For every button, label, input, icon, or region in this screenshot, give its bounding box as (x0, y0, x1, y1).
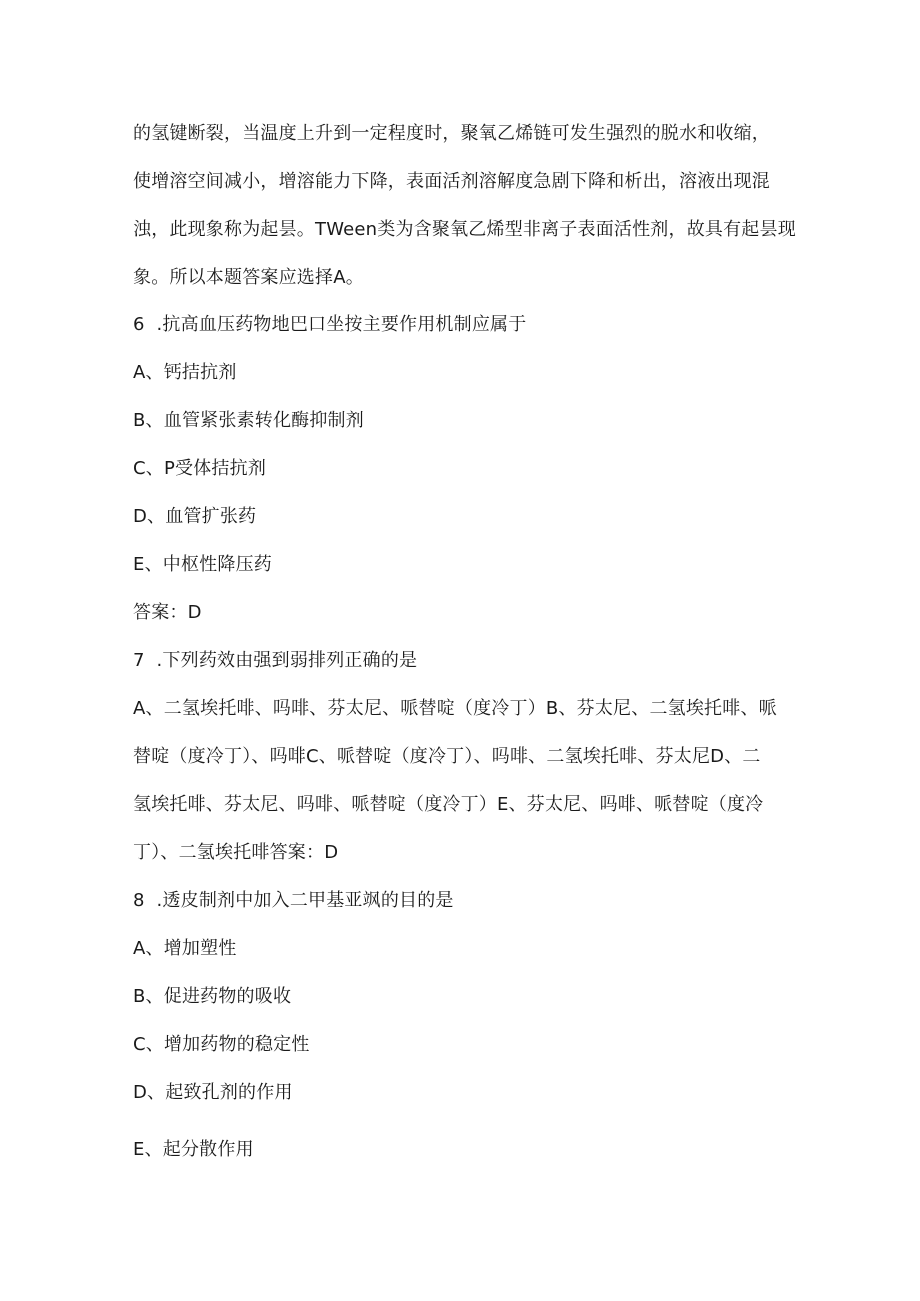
q6-option-b: B、血管紧张素转化酶抑制剂 (133, 410, 364, 431)
q6-option-e: E、中枢性降压药 (133, 554, 272, 575)
q6-option-a: A、钙拮抗剂 (133, 362, 237, 383)
q7-options-line-1: A、二氢埃托啡、吗啡、芬太尼、哌替啶（度冷丁）B、芬太尼、二氢埃托啡、哌 (133, 698, 777, 719)
q7-options-line-2: 替啶（度冷丁）、吗啡C、哌替啶（度冷丁）、吗啡、二氢埃托啡、芬太尼D、二 (133, 746, 761, 767)
paragraph-line-3: 浊，此现象称为起昙。TWeen类为含聚氧乙烯型非离子表面活性剂，故具有起昙现 (133, 219, 796, 240)
q6-option-c: C、P受体拮抗剂 (133, 458, 267, 479)
q7-options-line-3: 氢埃托啡、芬太尼、吗啡、哌替啶（度冷丁）E、芬太尼、吗啡、哌替啶（度冷 (133, 794, 764, 815)
q8-option-d: D、起致孔剂的作用 (133, 1082, 293, 1103)
q8-option-a: A、增加塑性 (133, 938, 237, 959)
question-6: 6 .抗高血压药物地巴口坐按主要作用机制应属于 (133, 314, 527, 335)
question-8: 8 .透皮制剂中加入二甲基亚飒的目的是 (133, 890, 454, 911)
paragraph-line-2: 使增溶空间减小，增溶能力下降，表面活剂溶解度急剧下降和析出，溶液出现混 (133, 171, 770, 192)
q6-answer: 答案：D (133, 602, 202, 623)
q7-options-line-4: 丁）、二氢埃托啡答案：D (133, 842, 339, 863)
paragraph-line-4: 象。所以本题答案应选择A。 (133, 267, 364, 288)
q8-option-b: B、促进药物的吸收 (133, 986, 292, 1007)
q8-option-c: C、增加药物的稳定性 (133, 1034, 310, 1055)
q8-option-e: E、起分散作用 (133, 1139, 254, 1160)
paragraph-line-1: 的氢键断裂，当温度上升到一定程度时，聚氧乙烯链可发生强烈的脱水和收缩， (133, 123, 770, 144)
question-7: 7 .下列药效由强到弱排列正确的是 (133, 650, 418, 671)
q6-option-d: D、血管扩张药 (133, 506, 257, 527)
